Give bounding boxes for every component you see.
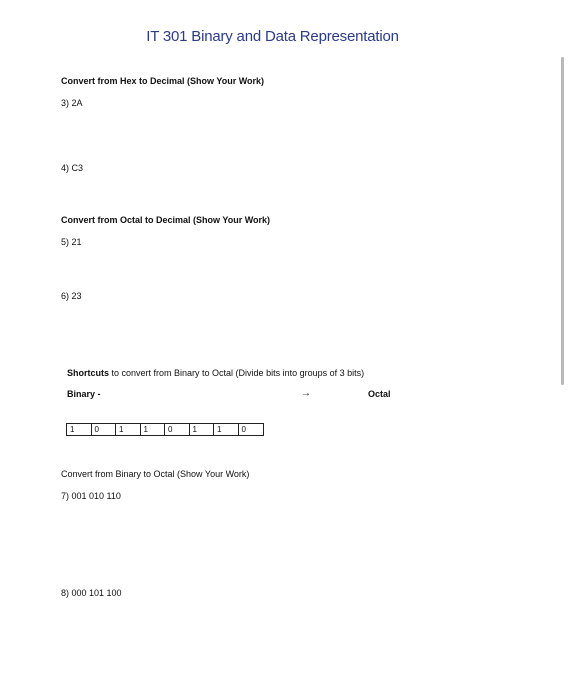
bit-cell: 0 bbox=[165, 424, 190, 435]
octal-label: Octal bbox=[368, 389, 391, 399]
question-3: 3) 2A bbox=[61, 98, 83, 108]
page-title: IT 301 Binary and Data Representation bbox=[146, 28, 399, 45]
question-5: 5) 21 bbox=[61, 237, 82, 247]
shortcut-rest: to convert from Binary to Octal (Divide bits into groups of 3 bits) bbox=[109, 368, 365, 378]
question-8: 8) 000 101 100 bbox=[61, 588, 122, 598]
bit-cell: 1 bbox=[116, 424, 141, 435]
bit-cell: 1 bbox=[141, 424, 166, 435]
binary-bit-grid bbox=[66, 423, 264, 436]
question-7: 7) 001 010 110 bbox=[61, 491, 121, 501]
bit-cell: 1 bbox=[214, 424, 239, 435]
octal-section-heading: Convert from Octal to Decimal (Show Your Work) bbox=[61, 215, 271, 225]
question-6: 6) 23 bbox=[61, 291, 82, 301]
bit-cell: 0 bbox=[92, 424, 117, 435]
binary-label: Binary - bbox=[67, 389, 101, 399]
shortcut-note bbox=[67, 368, 364, 378]
hex-section-heading: Convert from Hex to Decimal (Show Your Work) bbox=[61, 76, 265, 86]
question-4: 4) C3 bbox=[61, 163, 84, 173]
binary-octal-heading: Convert from Binary to Octal (Show Your Work) bbox=[61, 469, 250, 479]
bit-cell: 0 bbox=[241, 425, 246, 434]
right-arrow-icon: → bbox=[301, 388, 311, 399]
shortcut-lead: Shortcuts bbox=[67, 368, 110, 378]
scrollbar[interactable] bbox=[561, 57, 564, 385]
bit-cell: 1 bbox=[190, 424, 215, 435]
bit-cell: 1 bbox=[67, 424, 92, 435]
